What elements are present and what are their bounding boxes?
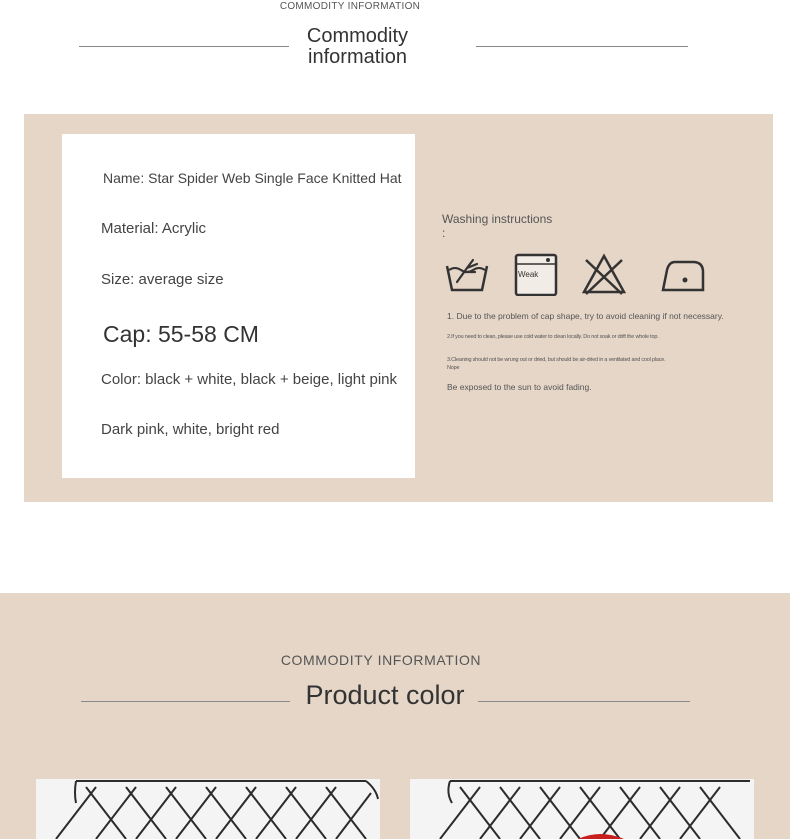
washing-note-3-line1: 3.Cleaning should not be wrung out or dried, but should be air-dried in a ventilated and cool place. bbox=[447, 357, 666, 363]
product-photo-right bbox=[410, 779, 754, 839]
gentle-machine-wash-icon bbox=[513, 252, 561, 296]
title-divider-right bbox=[476, 46, 688, 47]
top-title-line2: information bbox=[308, 46, 407, 68]
spec-material: Material: Acrylic bbox=[101, 220, 207, 237]
washing-title-line1: Washing instructions bbox=[442, 212, 553, 226]
washing-title-line2: : bbox=[442, 226, 446, 240]
title-divider-left bbox=[79, 46, 289, 47]
washing-note-3-line2: Nope bbox=[447, 365, 460, 371]
weak-label: Weak bbox=[518, 270, 539, 279]
top-section-subtitle: COMMODITY INFORMATION bbox=[279, 1, 421, 12]
top-title-line1: Commodity bbox=[306, 25, 409, 47]
product-color-title: Product color bbox=[305, 680, 465, 710]
product-divider-right bbox=[478, 701, 690, 702]
do-not-bleach-icon bbox=[580, 252, 628, 296]
spec-color-line1: Color: black + white, black + beige, light pink bbox=[101, 371, 397, 388]
hand-wash-icon bbox=[443, 252, 491, 296]
iron-low-heat-icon bbox=[659, 252, 707, 296]
top-section-title bbox=[290, 26, 425, 68]
spec-color-line2: Dark pink, white, bright red bbox=[101, 421, 280, 438]
spec-name: Name: Star Spider Web Single Face Knitted Hat bbox=[103, 170, 402, 186]
spec-cap-size: Cap: 55-58 CM bbox=[103, 321, 259, 347]
spec-size: Size: average size bbox=[101, 271, 224, 288]
product-section-subtitle: COMMODITY INFORMATION bbox=[280, 652, 482, 668]
washing-note-2: 2.If you need to clean, please use cold water to clean locally. Do not soak or drift the whole top. bbox=[447, 334, 659, 340]
washing-instructions-title bbox=[442, 212, 552, 240]
product-photo-left bbox=[36, 779, 380, 839]
washing-note-4: Be exposed to the sun to avoid fading. bbox=[447, 382, 592, 392]
product-divider-left bbox=[81, 701, 290, 702]
washing-note-3 bbox=[447, 356, 666, 372]
washing-note-1: 1. Due to the problem of cap shape, try to avoid cleaning if not necessary. bbox=[447, 311, 724, 321]
